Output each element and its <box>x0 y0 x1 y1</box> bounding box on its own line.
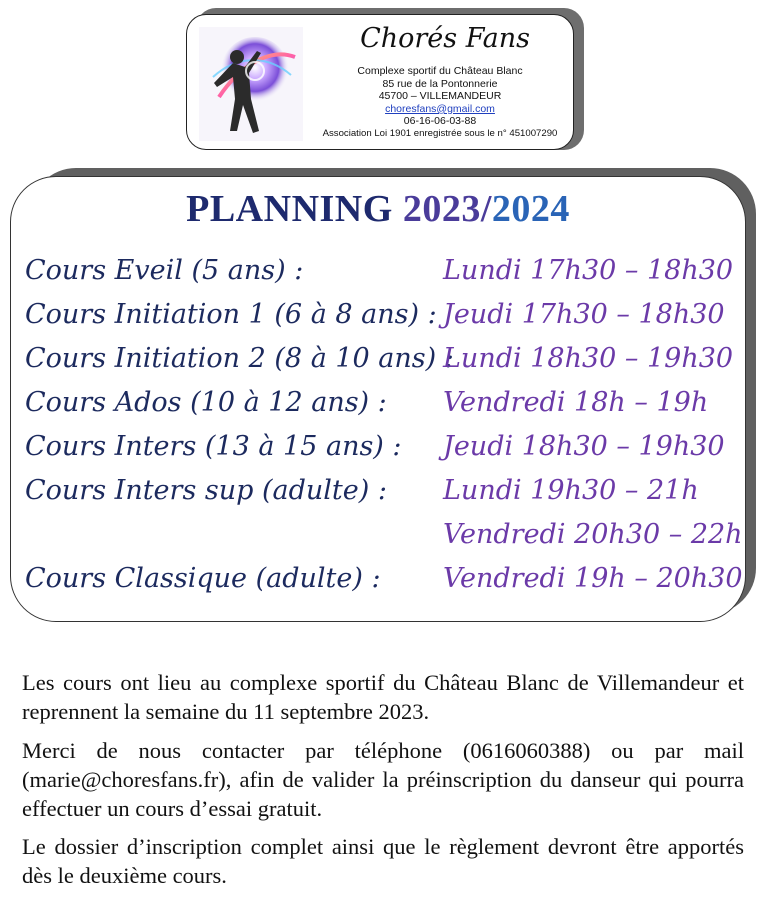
course-time: Jeudi 18h30 – 19h30 <box>443 431 725 462</box>
course-name: Cours Eveil (5 ans) : <box>25 255 304 286</box>
schedule-row <box>11 387 745 431</box>
email-link[interactable]: choresfans@gmail.com <box>385 102 495 115</box>
address-line: 85 rue de la Pontonnerie <box>382 77 498 90</box>
course-name: Cours Initiation 1 (6 à 8 ans) : <box>25 299 437 330</box>
course-time: Vendredi 20h30 – 22h <box>443 519 743 550</box>
planning-title-word: PLANNING <box>186 188 393 230</box>
course-time: Vendredi 18h – 19h <box>443 387 709 418</box>
course-name: Cours Inters (13 à 15 ans) : <box>25 431 402 462</box>
planning-title <box>11 187 745 231</box>
schedule-row <box>11 343 745 387</box>
course-time: Lundi 17h30 – 18h30 <box>443 255 734 286</box>
contact-block <box>311 65 569 141</box>
association-registration: Association Loi 1901 enregistrée sous le n° 451007290 <box>322 127 558 139</box>
schedule-row <box>11 299 745 343</box>
course-name: Cours Inters sup (adulte) : <box>25 475 387 506</box>
course-name: Cours Classique (adulte) : <box>25 563 381 594</box>
info-paragraph-registration: Le dossier d’inscription complet ainsi que le règlement devront être apportés dès le deuxième cours. <box>22 834 744 888</box>
brand-name: Chorés Fans <box>360 23 530 54</box>
schedule-row <box>11 519 745 563</box>
course-time: Lundi 19h30 – 21h <box>443 475 699 506</box>
planning-title-year-end: 2024 <box>491 188 570 230</box>
planning-card <box>10 176 746 622</box>
info-paragraph-contact: Merci de nous contacter par téléphone (0616060388) ou par mail (marie@choresfans.fr), afin de valider la préinscription du danseur qui pourra effectuer un cours d’essai gratuit. <box>22 738 744 821</box>
schedule-row <box>11 475 745 519</box>
address-line: 45700 – VILLEMANDEUR <box>378 90 502 103</box>
schedule-row <box>11 255 745 299</box>
course-name: Cours Ados (10 à 12 ans) : <box>25 387 387 418</box>
header-card <box>186 14 574 150</box>
address-line: Complexe sportif du Château Blanc <box>357 65 523 77</box>
schedule-row <box>11 431 745 475</box>
course-name: Cours Initiation 2 (8 à 10 ans) : <box>25 343 454 374</box>
planning-title-year-start: 2023/ <box>402 188 492 230</box>
course-time: Jeudi 17h30 – 18h30 <box>443 299 725 330</box>
dancer-silhouette-logo <box>199 27 303 141</box>
info-paragraph-location: Les cours ont lieu au complexe sportif du Château Blanc de Villemandeur et reprennent la semaine du 11 septembre 2023. <box>22 670 744 724</box>
course-time: Vendredi 19h – 20h30 <box>443 563 743 594</box>
course-time: Lundi 18h30 – 19h30 <box>443 343 734 374</box>
phone-number: 06-16-06-03-88 <box>403 115 477 128</box>
schedule-row <box>11 563 745 607</box>
